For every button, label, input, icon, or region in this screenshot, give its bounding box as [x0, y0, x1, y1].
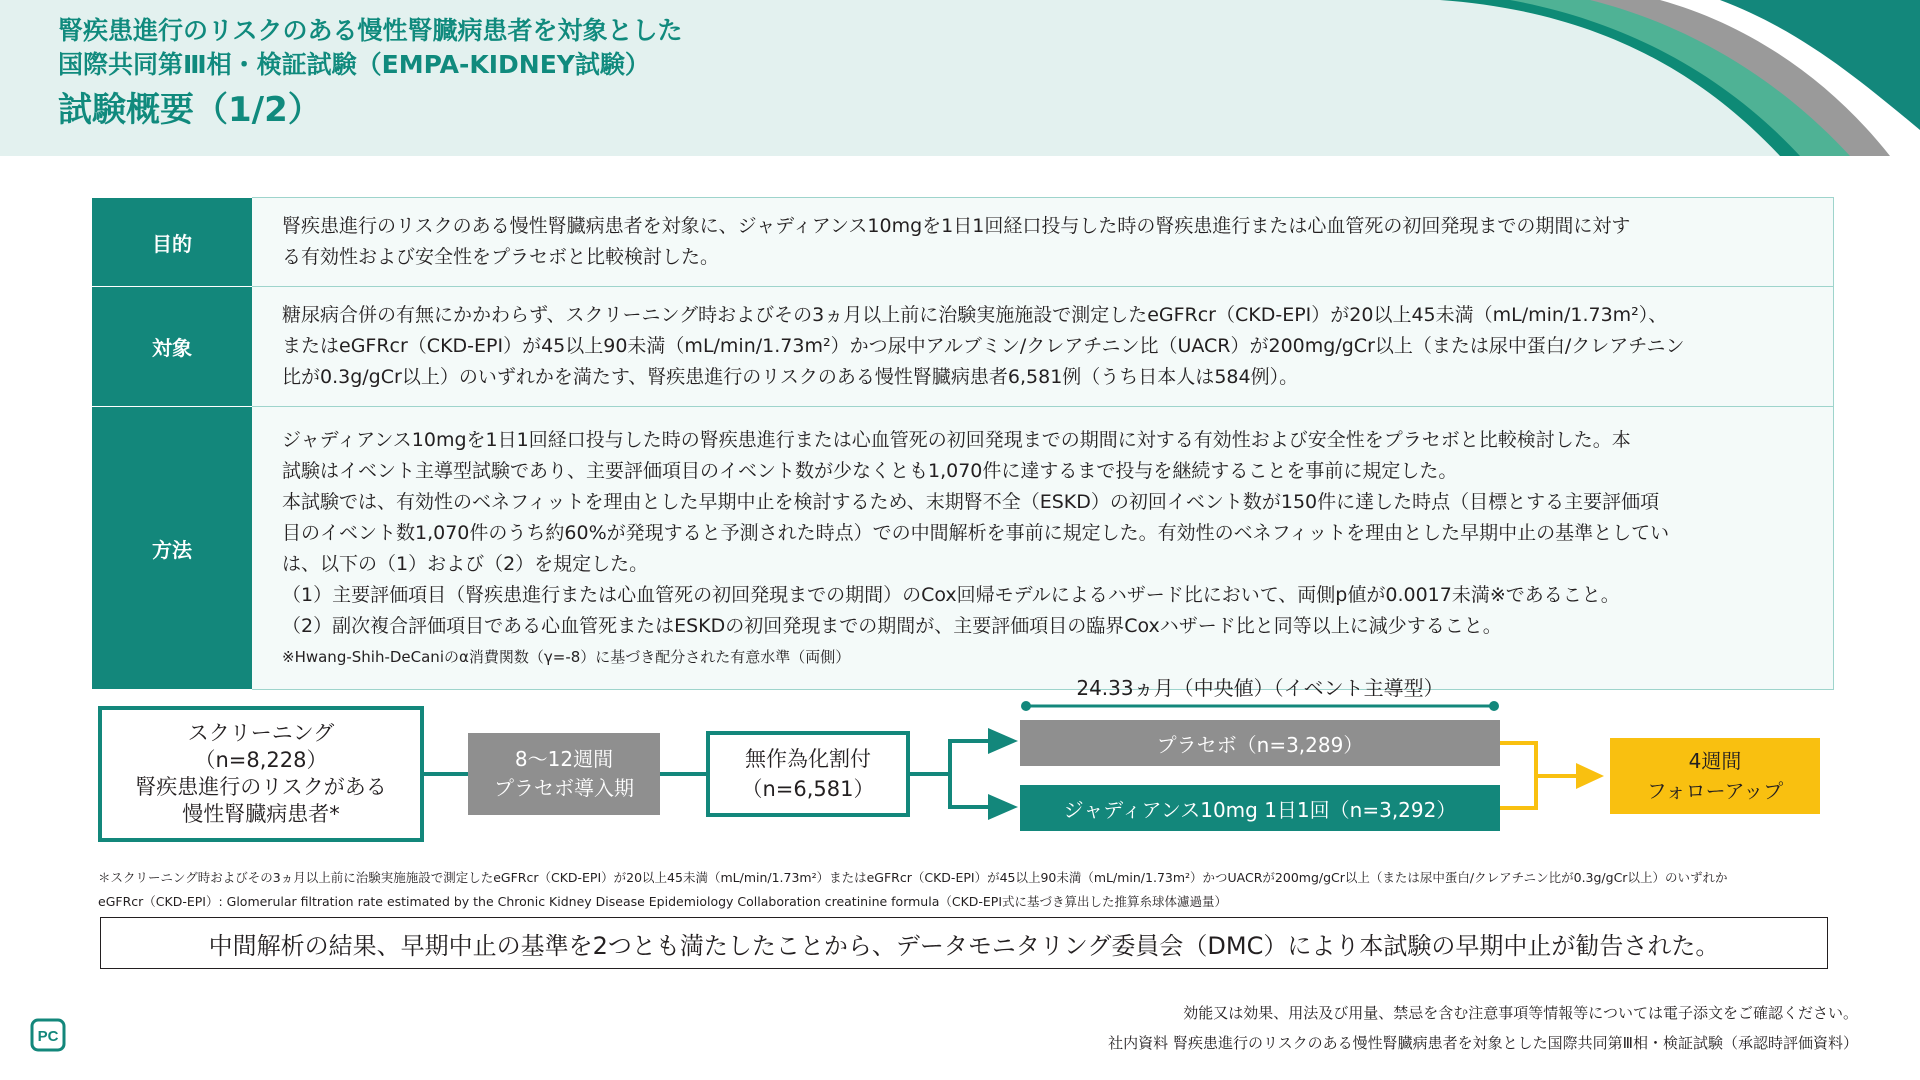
disclaimer — [1108, 998, 1858, 1058]
placebo-arm-box: プラセボ（n=3,289） — [1020, 720, 1500, 766]
text-line: は、以下の（1）および（2）を規定した。 — [282, 552, 649, 575]
text-line: またはeGFRcr（CKD-EPI）が45以上90未満（mL/min/1.73m²）かつ尿中アルブミン/クレアチニン比（UACR）が200mg/gCr以上（または尿中蛋白/クレアチニン — [282, 335, 1685, 357]
run-in-box — [468, 733, 660, 815]
jardiance-arm-box: ジャディアンス10mg 1日1回（n=3,292） — [1020, 785, 1500, 831]
text-line: 糖尿病合併の有無にかかわらず、スクリーニング時およびその3ヵ月以上前に治験実施施設で測定したeGFRcr（CKD-EPI）が20以上45未満（mL/min/1.73m²）、 — [282, 304, 1668, 326]
text-line: 試験はイベント主導型試験であり、主要評価項目のイベント数が少なくとも1,070件に達するまで投与を継続することを事前に規定した。 — [282, 459, 1458, 482]
follow-up-line: フォローアップ — [1646, 779, 1784, 803]
screening-line: （n=8,228） — [194, 748, 328, 772]
significance-note: ※Hwang-Shih-DeCaniのα消費関数（γ=-8）に基づき配分された有意水準（両側） — [282, 647, 851, 666]
screening-line: スクリーニング — [187, 721, 335, 745]
run-in-line: プラセボ導入期 — [494, 776, 634, 800]
title-line-1: 腎疾患進行のリスクのある慢性腎臓病患者を対象とした — [58, 16, 683, 45]
logo-text: PC — [37, 1028, 59, 1045]
text-line: ジャディアンス10mgを1日1回経口投与した時の腎疾患進行または心血管死の初回発現までの期間に対する有効性および安全性をプラセボと比較検討した。本 — [282, 428, 1631, 451]
disclaimer-line: 社内資料 腎疾患進行のリスクのある慢性腎臓病患者を対象とした国際共同第Ⅲ相・検証試験（承認時評価資料） — [1108, 1034, 1858, 1052]
randomization-box — [706, 731, 910, 817]
row-label: 対象 — [92, 287, 252, 407]
disclaimer-line: 効能又は効果、用法及び用量、禁忌を含む注意事項等情報等については電子添文をご確認ください。 — [1183, 1004, 1858, 1022]
footnotes — [98, 866, 1727, 914]
run-in-line: 8～12週間 — [514, 747, 614, 771]
randomization-line: （n=6,581） — [741, 777, 875, 801]
row-label: 方法 — [92, 407, 252, 690]
text-line: 腎疾患進行のリスクのある慢性腎臓病患者を対象に、ジャディアンス10mgを1日1回経口投与した時の腎疾患進行または心血管死の初回発現までの期間に対す — [282, 215, 1631, 237]
row-label: 目的 — [92, 198, 252, 287]
screening-line: 慢性腎臓病患者* — [182, 802, 340, 826]
text-line: （1）主要評価項目（腎疾患進行または心血管死の初回発現までの期間）のCox回帰モデルによるハザード比において、両側p値が0.0017未満※であること。 — [282, 583, 1620, 606]
text-line: 比が0.3g/gCr以上）のいずれかを満たす、腎疾患進行のリスクのある慢性腎臓病患者6,581例（うち日本人は584例）。 — [282, 366, 1299, 388]
screening-box — [98, 706, 424, 842]
footnote-line: eGFRcr（CKD-EPI）: Glomerular filtration rate estimated by the Chronic Kidney Disease Epidemiology Collaboration creatinine formula（CKD-EPI式に基づき算出した推算糸球体濾過量） — [98, 894, 1228, 909]
text-line: る有効性および安全性をプラセボと比較検討した。 — [282, 246, 720, 268]
duration-label: 24.33ヵ月（中央値）（イベント主導型） — [1076, 676, 1444, 700]
title-line-2: 国際共同第Ⅲ相・検証試験（EMPA-KIDNEY試験） — [58, 50, 650, 79]
conclusion-box: 中間解析の結果、早期中止の基準を2つとも満たしたことから、データモニタリング委員会（DMC）により本試験の早期中止が勧告された。 — [100, 917, 1828, 969]
text-line: 本試験では、有効性のベネフィットを理由とした早期中止を検討するため、末期腎不全（ESKD）の初回イベント数が150件に達した時点（目標とする主要評価項 — [282, 490, 1660, 513]
follow-up-line: 4週間 — [1688, 749, 1742, 773]
screening-line: 腎疾患進行のリスクがある — [135, 775, 387, 799]
company-logo — [30, 1018, 66, 1052]
text-line: 目のイベント数1,070件のうち約60%が発現すると予測された時点）での中間解析を事前に規定した。有効性のベネフィットを理由とした早期中止の基準としてい — [282, 521, 1670, 544]
title-line-3: 試験概要（1/2） — [58, 90, 322, 130]
footnote-line: ＊スクリーニング時およびその3ヵ月以上前に治験実施施設で測定したeGFRcr（CKD-EPI）が20以上45未満（mL/min/1.73m²）またはeGFRcr（CKD-EPI）が45以上90未満（mL/min/1.73m²）かつUACRが200mg/gCr以上（または尿中蛋白/クレアチニン比が0.3g/gCr以上）のいずれか — [98, 870, 1728, 885]
text-line: （2）副次複合評価項目である心血管死またはESKDの初回発現までの期間が、主要評価項目の臨界Coxハザード比と同等以上に減少すること。 — [282, 614, 1502, 637]
randomization-line: 無作為化割付 — [745, 747, 871, 771]
follow-up-box — [1610, 738, 1820, 814]
